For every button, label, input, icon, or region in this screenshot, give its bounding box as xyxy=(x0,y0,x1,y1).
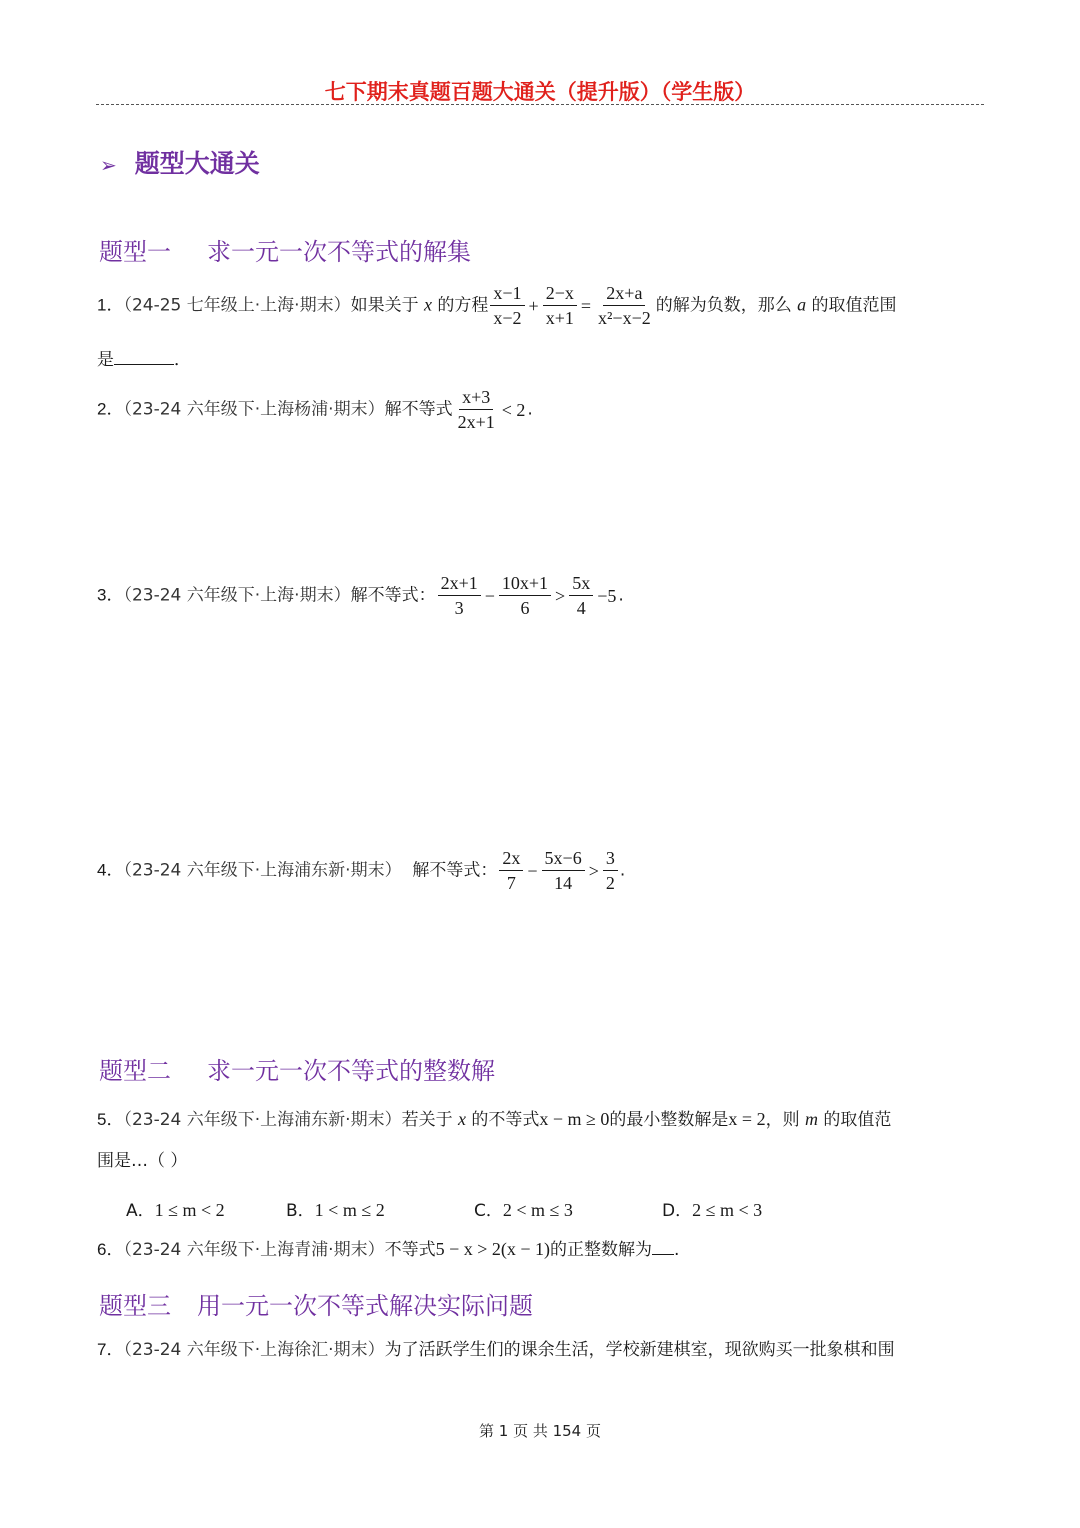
question-text: ，则 xyxy=(765,1110,800,1130)
choice-expression: 1 < m ≤ 2 xyxy=(314,1200,385,1220)
type-heading-1 xyxy=(99,232,471,267)
fraction xyxy=(455,388,498,431)
choice-expression: 2 < m ≤ 3 xyxy=(502,1200,573,1220)
question-number: 1． xyxy=(97,295,124,315)
choice-c[interactable] xyxy=(474,1196,662,1221)
question-text: 解不等式： xyxy=(412,860,498,881)
question-5-continued xyxy=(97,1153,187,1170)
choice-b[interactable] xyxy=(286,1196,474,1221)
choice-label: A． xyxy=(126,1201,155,1221)
fraction xyxy=(595,284,654,327)
numerator: 2−x xyxy=(543,284,577,306)
punctuation: . xyxy=(527,399,533,420)
question-7 xyxy=(97,1341,895,1359)
question-source: （23-24 六年级下·上海徐汇·期末） xyxy=(123,1340,385,1360)
denominator: 2 xyxy=(605,873,615,893)
type-label: 题型二 xyxy=(99,1057,171,1085)
question-text: 的取值范围 xyxy=(811,295,897,316)
fraction xyxy=(603,849,618,892)
type-title: 用一元一次不等式解决实际问题 xyxy=(197,1292,533,1320)
numerator: 3 xyxy=(603,849,618,871)
question-text: 若关于 xyxy=(401,1110,453,1130)
numerator: 10x+1 xyxy=(499,574,551,596)
denominator: x+1 xyxy=(545,308,574,328)
question-number: 7． xyxy=(97,1340,124,1359)
type-title: 求一元一次不等式的整数解 xyxy=(207,1057,495,1085)
question-source: （23-24 六年级下·上海·期末） xyxy=(123,585,351,606)
numerator: 2x xyxy=(499,849,523,871)
fraction xyxy=(499,849,523,892)
question-2 xyxy=(97,388,533,431)
question-source: （23-24 六年级下·上海杨浦·期末） xyxy=(123,399,385,420)
denominator: 2x+1 xyxy=(457,412,495,432)
question-text: 解不等式 xyxy=(384,399,453,420)
expression-tail: −5 xyxy=(597,585,617,606)
question-source: （23-24 六年级下·上海青浦·期末） xyxy=(123,1240,385,1260)
solution-expression: x = 2 xyxy=(728,1109,766,1129)
numerator: 2x+a xyxy=(603,284,645,306)
fraction xyxy=(542,849,585,892)
fraction xyxy=(543,284,577,327)
choice-label: C． xyxy=(474,1201,503,1221)
question-6 xyxy=(97,1240,679,1259)
question-5 xyxy=(97,1110,891,1129)
question-source: （23-24 六年级下·上海浦东新·期末） xyxy=(123,860,402,881)
choice-label: D． xyxy=(662,1201,693,1221)
question-text: 的不等式 xyxy=(471,1110,540,1130)
fraction xyxy=(490,284,524,327)
page-footer: 第 1 页 共 154 页 xyxy=(478,1422,601,1440)
question-number: 4． xyxy=(97,860,124,880)
type-label: 题型三 xyxy=(99,1292,171,1320)
question-source: （23-24 六年级下·上海浦东新·期末） xyxy=(123,1110,402,1130)
inequality: 5 − x > 2(x − 1) xyxy=(435,1239,551,1259)
type-label: 题型一 xyxy=(99,238,171,266)
denominator: x−2 xyxy=(493,308,522,328)
question-3: 3．（23-24 六年级下·上海·期末）解不等式： $\frac{2x+1}{3}$ − $\frac{10x+1}{6}$ > $\frac{5x}{4}$ −5 . xyxy=(97,573,624,618)
section-heading xyxy=(100,144,260,180)
document-header-title: 七下期末真题百题大通关（提升版）（学生版） xyxy=(324,80,756,104)
type-heading-2 xyxy=(99,1051,495,1086)
question-text: 的解为负数，那么 xyxy=(655,295,792,316)
denominator: 4 xyxy=(576,598,586,618)
question-text: 的正整数解为 xyxy=(550,1240,653,1260)
answer-blank[interactable] xyxy=(114,350,174,365)
question-1: 1．（24-25 七年级上·上海·期末）如果关于 x 的方程 $\frac{x-1}{x-2}$ + $\frac{2-x}{x+1}$ = $\frac{2x+a}{\text{x²−x−2}}$ 的解为负数，那么 a 的取值范围 xyxy=(97,283,897,328)
numerator: 5x−6 xyxy=(542,849,585,871)
choice-label: B． xyxy=(286,1201,315,1221)
question-text: 解不等式： xyxy=(350,585,436,606)
denominator: x²−x−2 xyxy=(598,308,651,328)
question-1-continued xyxy=(97,350,191,369)
question-4: 4．（23-24 六年级下·上海浦东新·期末） 解不等式： $\frac{2x}{7}$ − $\frac{5x-6}{14}$ > $\frac{3}{2}$ . xyxy=(97,848,626,893)
type-heading-3 xyxy=(99,1286,533,1321)
punctuation: ． xyxy=(174,350,191,370)
variable-a: a xyxy=(797,294,807,315)
numerator: x−1 xyxy=(490,284,524,306)
fraction xyxy=(569,574,593,617)
header-divider xyxy=(96,104,984,105)
denominator: 7 xyxy=(506,873,516,893)
arrow-bullet-icon: ➢ xyxy=(100,153,117,177)
question-number: 5． xyxy=(97,1110,124,1129)
type-title: 求一元一次不等式的解集 xyxy=(207,238,471,266)
numerator: 2x+1 xyxy=(438,574,481,596)
question-text: 的取值范 xyxy=(823,1110,892,1130)
variable-m: m xyxy=(804,1109,818,1129)
numerator: x+3 xyxy=(459,388,493,410)
question-text: 是 xyxy=(97,350,114,370)
question-text: 不等式 xyxy=(384,1240,436,1260)
denominator: 14 xyxy=(554,873,573,893)
punctuation: . xyxy=(618,585,624,606)
choice-a[interactable] xyxy=(126,1196,286,1221)
variable-x: x xyxy=(457,1109,466,1129)
denominator: 6 xyxy=(520,598,530,618)
denominator: 3 xyxy=(454,598,464,618)
choice-expression: 1 ≤ m < 2 xyxy=(154,1200,225,1220)
choice-d[interactable] xyxy=(662,1196,762,1221)
question-text: 为了活跃学生们的课余生活，学校新建棋室，现欲购买一批象棋和围 xyxy=(384,1340,895,1360)
question-text: 的方程 xyxy=(437,295,489,316)
question-number: 2． xyxy=(97,399,124,419)
answer-blank[interactable] xyxy=(652,1240,674,1255)
choice-expression: 2 ≤ m < 3 xyxy=(692,1200,763,1220)
question-number: 6． xyxy=(97,1240,124,1259)
inequality-rhs: < 2 xyxy=(501,399,526,420)
question-number: 3． xyxy=(97,585,124,605)
variable-x: x xyxy=(423,294,432,315)
question-text: 的最小整数解是 xyxy=(609,1110,729,1130)
fraction xyxy=(499,574,551,617)
numerator: 5x xyxy=(569,574,593,596)
question-source: （24-25 七年级上·上海·期末） xyxy=(123,295,351,316)
fraction xyxy=(438,574,481,617)
question-5-choices xyxy=(126,1196,762,1221)
question-text: 如果关于 xyxy=(350,295,419,316)
section-heading-text: 题型大通关 xyxy=(134,149,260,178)
question-text: 围是…（ ） xyxy=(97,1151,188,1171)
inequality: x − m ≥ 0 xyxy=(539,1109,610,1129)
punctuation: . xyxy=(619,860,626,881)
punctuation: . xyxy=(674,1240,680,1260)
